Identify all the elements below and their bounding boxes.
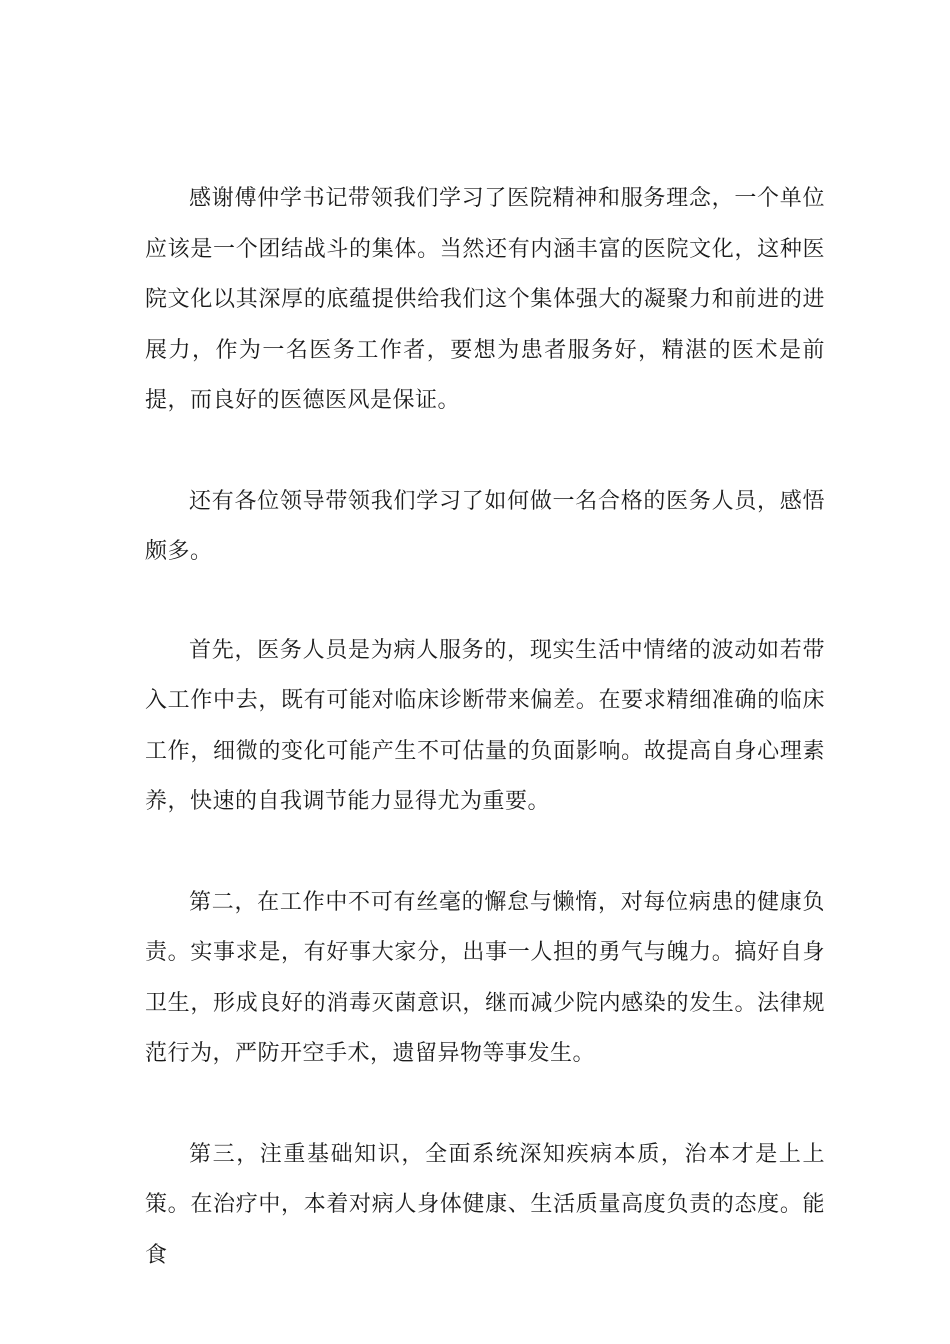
paragraph-1: 感谢傅仲学书记带领我们学习了医院精神和服务理念，一个单位应该是一个团结战斗的集体。当然还有内涵丰富的医院文化，这种医院文化以其深厚的底蕴提供给我们这个集体强大的凝聚力和前进的进展力，作为一名医务工作者，要想为患者服务好，精湛的医术是前提，而良好的医德医风是保证。 — [145, 186, 825, 413]
paragraph-2: 还有各位领导带领我们学习了如何做一名合格的医务人员，感悟颇多。 — [145, 488, 825, 564]
paragraph-3: 首先，医务人员是为病人服务的，现实生活中情绪的波动如若带入工作中去，既有可能对临床诊断带来偏差。在要求精细准确的临床工作，细微的变化可能产生不可估量的负面影响。故提高自身心理素养，快速的自我调节能力显得尤为重要。 — [145, 637, 825, 814]
document-body — [145, 174, 825, 1331]
paragraph-5: 第三，注重基础知识，全面系统深知疾病本质，治本才是上上策。在治疗中，本着对病人身体健康、生活质量高度负责的态度。能食 — [145, 1141, 825, 1268]
paragraph-4: 第二，在工作中不可有丝毫的懈怠与懒惰，对每位病患的健康负责。实事求是，有好事大家分，出事一人担的勇气与魄力。搞好自身卫生，形成良好的消毒灭菌意识，继而减少院内感染的发生。法律规范行为，严防开空手术，遗留异物等事发生。 — [145, 889, 825, 1066]
